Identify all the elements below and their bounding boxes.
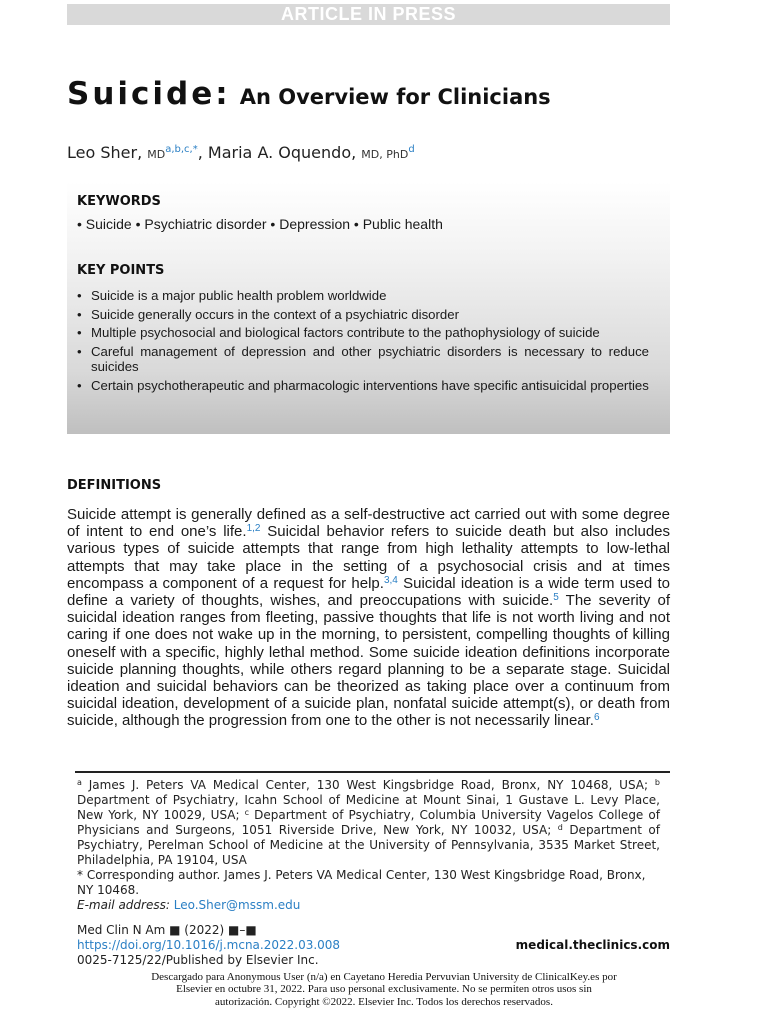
email-line [77,898,300,912]
definitions-heading: DEFINITIONS [67,478,162,493]
key-point: • Certain psychotherapeutic and pharmacologic interventions have specific antisuicidal properties [77,378,649,394]
author-1-affiliation-refs[interactable]: a,b,c,* [165,144,198,155]
download-disclaimer: Descargado para Anonymous User (n/a) en Cayetano Heredia Pervuvian University de ClinicalKey.es por Elsevier en octubre 31, 2022. Para uso personal exclusivamente. No se permiten otros usos sin autorización. Copyright ©2022. Elsevier Inc. Todos los derechos reservados. [151,971,617,1008]
issn-publisher: 0025-7125/22/Published by Elsevier Inc. [77,953,319,967]
key-point: • Multiple psychosocial and biological factors contribute to the pathophysiology of suicide [77,325,649,341]
title-main: Suicide: [67,76,231,112]
body-text-segment: Suicide attempt is generally defined as a self-destructive act carried out with some degree of intent to end one’s life. [67,506,670,541]
author-2-name[interactable]: Maria A. Oquendo, [207,143,357,162]
affil-marker: c [244,808,250,817]
affil-marker: b [654,778,660,787]
author-list [67,143,415,162]
definitions-paragraph [67,506,670,730]
key-points-heading: KEY POINTS [77,263,165,278]
citation-link[interactable]: 1,2 [246,523,261,535]
email-label: E-mail address: [77,898,170,912]
article-in-press-banner: ARTICLE IN PRESS [67,4,670,25]
citation-link[interactable]: 6 [593,712,600,724]
journal-citation: Med Clin N Am ■ (2022) ■–■ [77,923,257,937]
affiliations-footnote [77,778,660,868]
author-separator: , [197,143,203,162]
citation-link[interactable]: 5 [553,592,559,604]
keywords-keypoints-box [67,182,670,434]
body-text-segment: Suicidal behavior refers to suicide death but also includes various types of suicide attempts that range from high lethality attempts to low-lethal attempts that may take place in the setting of a psychosocial crisis and at times encompass a component of a request for help. [67,523,671,592]
title-subtitle: An Overview for Clinicians [239,85,551,109]
affil-marker: a [77,778,82,787]
author-1-degree: MD [147,148,166,161]
affil-marker: d [557,823,563,832]
affil-text: Department of Psychiatry, Perelman School of Medicine at the University of Pennsylvania, 3535 Market Street, Philadelphia, PA 19104, USA [77,823,660,867]
doi-link[interactable]: https://doi.org/10.1016/j.mcna.2022.03.008 [77,938,341,952]
body-text-segment: Suicidal ideation is a wide term used to define a variety of thoughts, wishes, and preoccupations with suicide. [67,574,670,610]
email-link[interactable]: Leo.Sher@mssm.edu [173,898,301,912]
affil-text: Department of Psychiatry, Icahn School of Medicine at Mount Sinai, 1 Gustave L. Levy Place, New York, NY 10029, USA; [77,793,660,822]
journal-website[interactable]: medical.theclinics.com [515,938,670,952]
corresponding-author-note: * Corresponding author. James J. Peters VA Medical Center, 130 West Kingsbridge Road, Bronx, NY 10468. [77,868,646,897]
key-point: • Suicide is a major public health problem worldwide [77,288,649,304]
body-text-segment: The severity of suicidal ideation ranges from fleeting, passive thoughts that life is not worth living and not caring if one does not wake up in the morning, to persistent, compelling thoughts of killing oneself with a specific, highly lethal method. Some suicide ideation definitions incorporate suicide planning thoughts, while others regard planning to be a separate stage. Suicidal ideation and suicidal behaviors can be theorized as taking place over a continuum from suicidal ideation, development of a suicide plan, nonfatal suicide attempt(s), or death from suicide, although the progression from one to the other is not necessarily linear. [67,592,670,730]
citation-link[interactable]: 3,4 [383,574,398,586]
affil-text: Department of Psychiatry, Columbia University Vagelos College of Physicians and Surgeons, 1051 Riverside Drive, New York, NY 10032, USA; [77,808,660,837]
author-2-degree: MD, PhD [361,148,409,161]
keywords-heading: KEYWORDS [77,194,161,209]
affil-text: James J. Peters VA Medical Center, 130 West Kingsbridge Road, Bronx, NY 10468, USA; [81,778,649,792]
key-points-list [77,288,649,397]
author-1-name[interactable]: Leo Sher, [67,143,143,162]
footnote-divider [75,771,670,773]
keywords-list: • Suicide • Psychiatric disorder • Depression • Public health [77,216,443,232]
key-point: • Careful management of depression and other psychiatric disorders is necessary to reduce suicides [77,344,649,375]
article-title [67,76,551,112]
author-2-affiliation-refs[interactable]: d [408,144,415,155]
key-point: • Suicide generally occurs in the context of a psychiatric disorder [77,307,649,323]
